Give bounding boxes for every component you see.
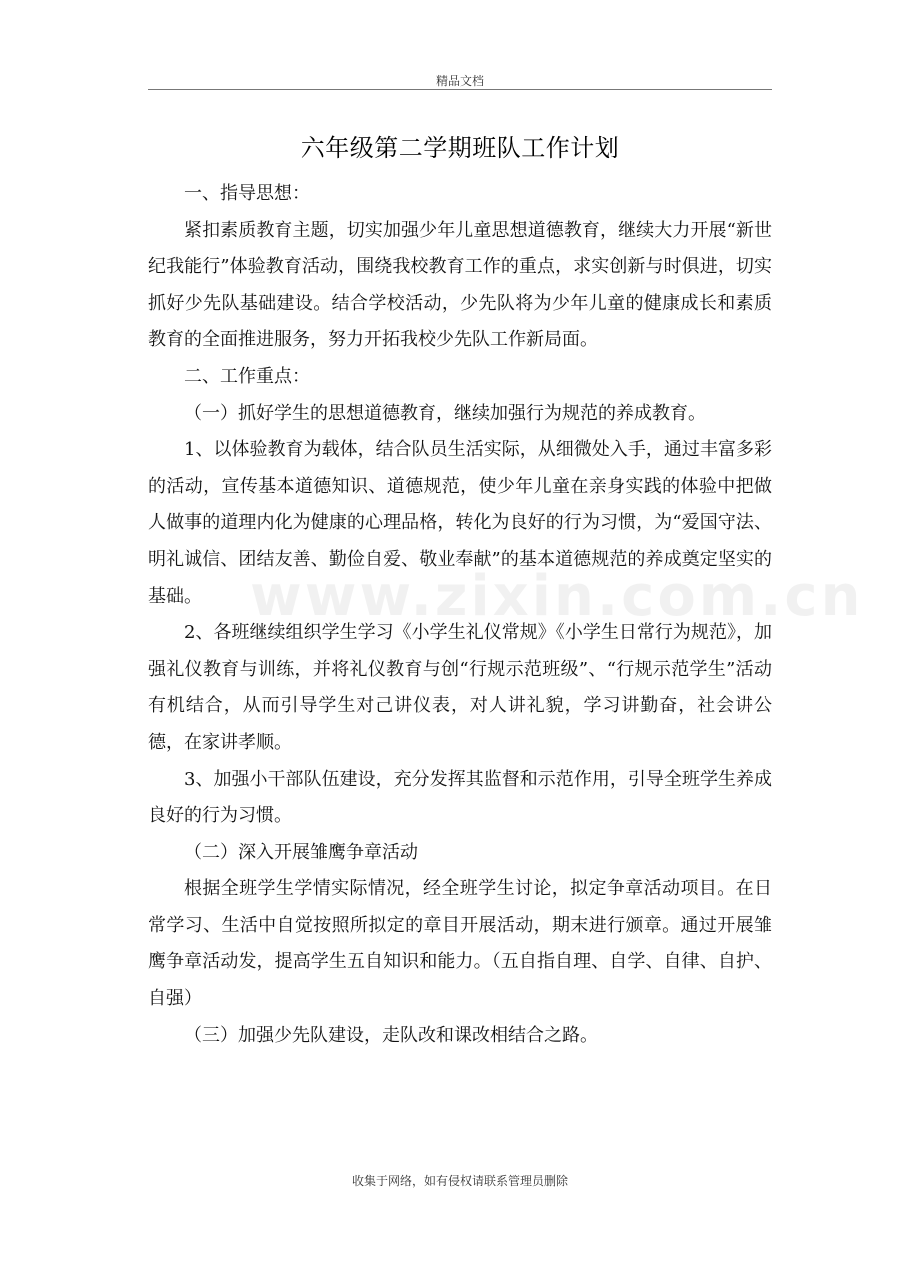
paragraph-guiding-ideology: 紧扣素质教育主题，切实加强少年儿童思想道德教育，继续大力开展“新世纪我能行”体验教育活动，围绕我校教育工作的重点，求实创新与时俱进，切实抓好少先队基础建设。结合学校活动，少先队将为少年儿童的健康成长和素质教育的全面推进服务，努力开拓我校少先队工作新局面。 [148, 219, 772, 351]
document-body [148, 176, 772, 1054]
watermark: www.zixin.com.cn [250, 564, 864, 629]
section-heading-work-focus: 二、工作重点： [184, 365, 310, 387]
subheading-pioneer-building: （三）加强少先队建设，走队改和课改相结合之路。 [184, 1024, 598, 1046]
paragraph-eagle-badge: 根据全班学生学情实际情况，经全班学生讨论，拟定争章活动项目。在日常学习、生活中自觉按照所拟定的章目开展活动，期末进行颁章。通过开展雏鹰争章活动发，提高学生五自知识和能力。（五自指自理、自学、自律、自护、自强） [148, 878, 772, 1010]
subheading-eagle-badge: （二）深入开展雏鹰争章活动 [184, 841, 418, 863]
page-header: 精品文档 [435, 74, 484, 88]
header-divider [148, 89, 772, 90]
paragraph-item-1: 1、以体验教育为载体，结合队员生活实际，从细微处入手，通过丰富多彩的活动，宣传基本道德知识、道德规范，使少年儿童在亲身实践的体验中把做人做事的道理内化为健康的心理品格，转化为良好的行为习惯，为“爱国守法、明礼诚信、团结友善、勤俭自爱、敬业奉献”的基本道德规范的养成奠定坚实的基础。 [148, 439, 772, 607]
subheading-moral-education: （一）抓好学生的思想道德教育，继续加强行为规范的养成教育。 [184, 402, 706, 424]
paragraph-item-2: 2、各班继续组织学生学习《小学生礼仪常规》《小学生日常行为规范》，加强礼仪教育与训练，并将礼仪教育与创“行规示范班级”、“行规示范学生”活动有机结合，从而引导学生对己讲仪表，对人讲礼貌，学习讲勤奋，社会讲公德，在家讲孝顺。 [148, 622, 772, 753]
document-title: 六年级第二学期班队工作计划 [300, 134, 620, 162]
page-footer: 收集于网络，如有侵权请联系管理员删除 [351, 1174, 568, 1188]
section-heading-guiding-ideology: 一、指导思想： [184, 183, 310, 204]
paragraph-item-3: 3、加强小干部队伍建设，充分发挥其监督和示范作用，引导全班学生养成良好的行为习惯。 [148, 768, 772, 827]
